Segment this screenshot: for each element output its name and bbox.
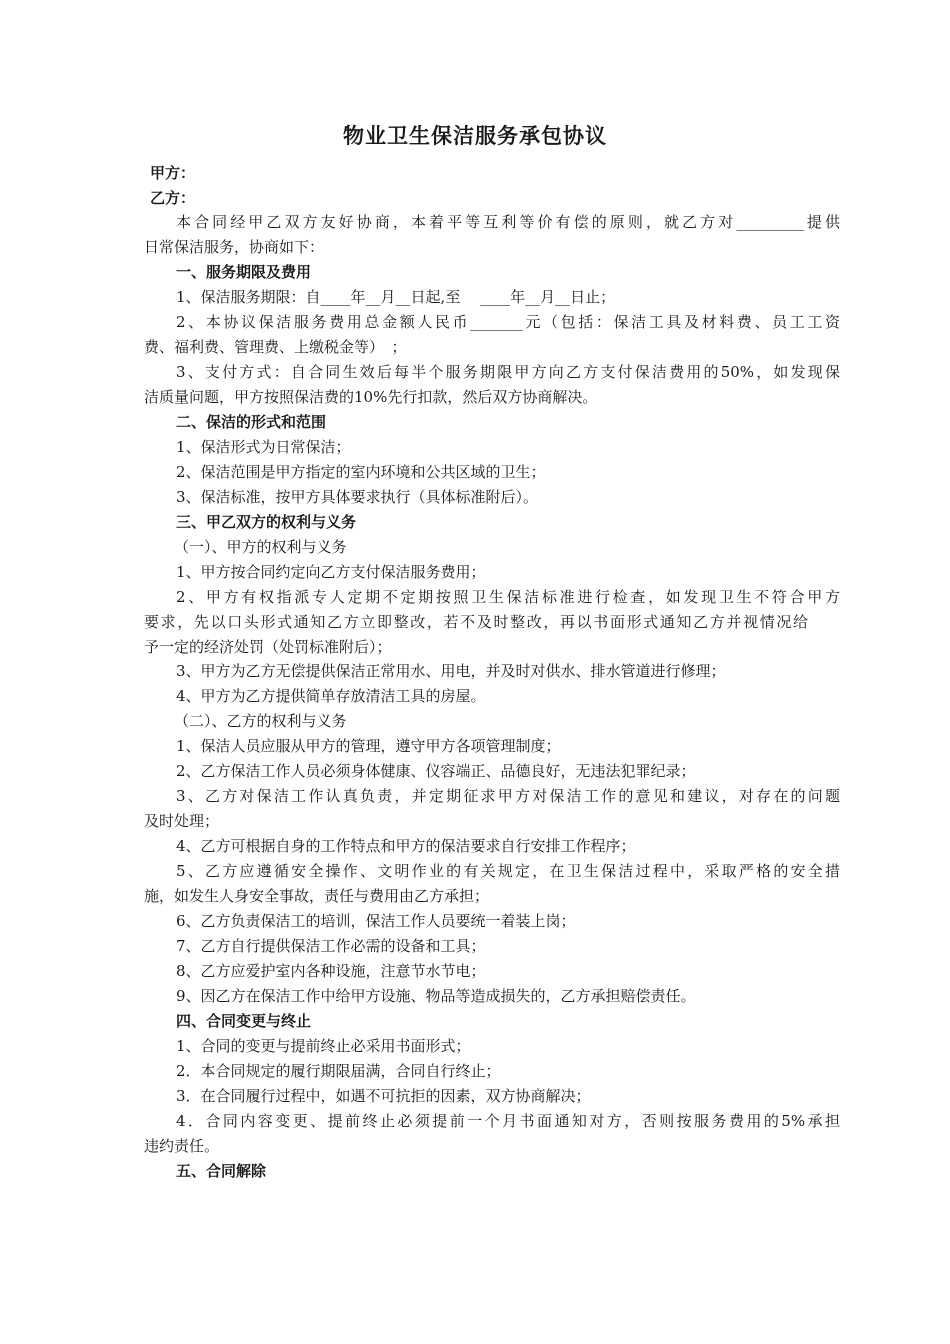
section-heading: 四、合同变更与终止	[176, 1012, 312, 1030]
clause-line: 6、乙方负责保洁工的培训，保洁工作人员要统一着装上岗；	[176, 912, 576, 930]
clause-line: 2、保洁范围是甲方指定的室内环境和公共区域的卫生；	[176, 463, 546, 481]
clause-line: 1、合同的变更与提前终止必采用书面形式；	[176, 1037, 471, 1055]
clause-line: 要求，先以口头形式通知乙方立即整改，若不及时整改，再以书面形式通知乙方并视情况给	[144, 613, 808, 631]
clause-line: 4．合同内容变更、提前终止必须提前一个月书面通知对方，否则按服务费用的5%承担	[176, 1112, 840, 1130]
clause-line: 9、因乙方在保洁工作中给甲方设施、物品等造成损失的，乙方承担赔偿责任。	[176, 987, 696, 1005]
clause-line: 3、甲方为乙方无偿提供保洁正常用水、用电，并及时对供水、排水管道进行修理；	[176, 662, 726, 680]
clause-line: 费、福利费、管理费、上缴税金等） ；	[144, 338, 407, 356]
section-heading: 二、保洁的形式和范围	[176, 413, 327, 431]
clause-line: 1、保洁服务期限：自____年__月__日起,至 ____年__月__日止；	[176, 288, 616, 306]
clause-line: 3．在合同履行过程中，如遇不可抗拒的因素，双方协商解决；	[176, 1087, 591, 1105]
clause-line: 3、乙方对保洁工作认真负责，并定期征求甲方对保洁工作的意见和建议，对存在的问题	[176, 787, 840, 805]
clause-line: 3、保洁标准，按甲方具体要求执行（具体标准附后）。	[176, 488, 539, 506]
intro-paragraph-line: 本合同经甲乙双方友好协商，本着平等互利等价有偿的原则，就乙方对_________提供	[176, 213, 840, 231]
clause-line: 洁质量问题，甲方按照保洁费的10%先行扣款，然后双方协商解决。	[144, 388, 598, 406]
section-heading: 五、合同解除	[176, 1162, 267, 1180]
clause-line: 1、保洁形式为日常保洁；	[176, 438, 351, 456]
clause-line: 1、甲方按合同约定向乙方支付保洁服务费用；	[176, 563, 486, 581]
clause-line: 2．本合同规定的履行期限届满，合同自行终止；	[176, 1062, 501, 1080]
intro-paragraph-line: 日常保洁服务，协商如下：	[144, 238, 325, 256]
clause-line: 2、乙方保洁工作人员必须身体健康、仪容端正、品德良好，无违法犯罪纪录；	[176, 762, 696, 780]
clause-line: 1、保洁人员应服从甲方的管理，遵守甲方各项管理制度；	[176, 737, 561, 755]
party-a-label: 甲方：	[150, 164, 196, 182]
clause-line: 施，如发生人身安全事故，责任与费用由乙方承担；	[144, 887, 490, 905]
subsection-heading: （二）、乙方的权利与义务	[174, 712, 347, 730]
clause-line: 及时处理；	[144, 812, 220, 830]
clause-line: 违约责任。	[144, 1137, 220, 1155]
clause-line: 3、支付方式：自合同生效后每半个服务期限甲方向乙方支付保洁费用的50%，如发现保	[176, 363, 840, 381]
clause-line: 5、乙方应遵循安全操作、文明作业的有关规定，在卫生保洁过程中，采取严格的安全措	[176, 862, 840, 880]
section-heading: 一、服务期限及费用	[176, 263, 312, 281]
clause-line: 予一定的经济处罚（处罚标准附后）；	[144, 638, 392, 656]
document-title: 物业卫生保洁服务承包协议	[343, 123, 607, 148]
clause-line: 4、甲方为乙方提供简单存放清洁工具的房屋。	[176, 687, 486, 705]
clause-line: 4、乙方可根据自身的工作特点和甲方的保洁要求自行安排工作程序；	[176, 837, 636, 855]
clause-line: 2、甲方有权指派专人定期不定期按照卫生保洁标准进行检查，如发现卫生不符合甲方	[176, 588, 840, 606]
clause-line: 7、乙方自行提供保洁工作必需的设备和工具；	[176, 937, 486, 955]
party-b-label: 乙方：	[150, 189, 196, 207]
subsection-heading: （一）、甲方的权利与义务	[174, 538, 347, 556]
clause-line: 2、本协议保洁服务费用总金额人民币_______元（包括：保洁工具及材料费、员工工资	[176, 313, 840, 331]
section-heading: 三、甲乙双方的权利与义务	[176, 513, 357, 531]
clause-line: 8、乙方应爱护室内各种设施，注意节水节电；	[176, 962, 486, 980]
